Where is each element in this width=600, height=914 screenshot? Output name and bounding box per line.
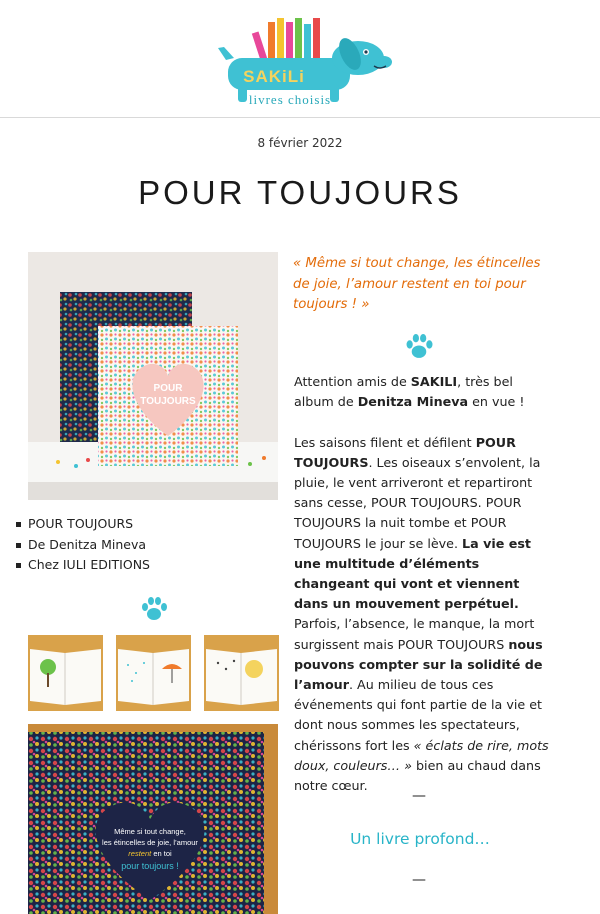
thumbnail-sun[interactable] bbox=[204, 635, 279, 711]
body-text: bien au chaud dans notre cœur. bbox=[294, 757, 541, 794]
inner-quote-line2: les étincelles de joie, l’amour bbox=[102, 838, 198, 847]
inner-quote-line3a: restent bbox=[128, 849, 152, 858]
inner-quote-line1: Même si tout change, bbox=[114, 827, 186, 836]
logo-tagline: livres choisis bbox=[248, 92, 332, 106]
section-heading: Un livre profond… bbox=[350, 830, 490, 848]
pull-quote: « Même si tout change, les étincelles de joie, l’amour restent en toi pour toujours ! » bbox=[293, 256, 541, 313]
detail-title: POUR TOUJOURS bbox=[14, 514, 150, 535]
cover-title-line1: POUR bbox=[153, 383, 183, 394]
book-details-list bbox=[14, 514, 150, 576]
cover-title-line2: TOUJOURS bbox=[140, 396, 196, 407]
book-cover-photo[interactable] bbox=[28, 252, 278, 500]
logo-brand: SAKiLi bbox=[243, 67, 305, 86]
article-body bbox=[294, 372, 549, 796]
author-name: Denitza Mineva bbox=[357, 394, 469, 410]
inner-page-photo[interactable] bbox=[28, 724, 278, 914]
body-text: Parfois, l’absence, le manque, la mort surgissent mais POUR TOUJOURS bbox=[294, 616, 535, 652]
paw-icon bbox=[404, 333, 434, 360]
header-divider bbox=[0, 117, 600, 118]
body-text: . Les oiseaux s’envolent, la pluie, le vent arriveront et repartiront sans cesse, POUR TOUJOURS. POUR TOUJOURS la nuit tombe et POUR TOUJOURS le jour se lève. bbox=[294, 454, 541, 551]
intro-text: en vue ! bbox=[468, 394, 525, 410]
inner-quote-line4: pour toujours ! bbox=[121, 861, 179, 871]
detail-author: De Denitza Mineva bbox=[14, 535, 150, 556]
intro-text: Attention amis de bbox=[294, 374, 411, 389]
thumbnail-rain[interactable] bbox=[116, 635, 191, 711]
intro-paragraph bbox=[294, 372, 549, 412]
book-title-bold: POUR TOUJOURS bbox=[294, 434, 516, 470]
body-text: . Au milieu de tous ces événements qui font partie de la vie et dont nous sommes les spectateurs, chérissons fort les bbox=[294, 677, 542, 753]
highlight-bold: nous pouvons compter sur la solidité de l’amour bbox=[294, 636, 543, 693]
svg-text:restent en toi bbox=[128, 849, 172, 858]
highlight-bold: La vie est une multitude d’éléments changeant qui vont et viennent dans un mouvement perpétuel. bbox=[294, 535, 531, 612]
thumbnail-spring[interactable] bbox=[28, 635, 103, 711]
separator: — bbox=[412, 788, 426, 804]
quote-italic: « éclats de rire, mots doux, couleurs… » bbox=[294, 737, 549, 773]
body-text: Les saisons filent et défilent bbox=[294, 434, 476, 450]
separator: — bbox=[412, 872, 426, 888]
post-date: 8 février 2022 bbox=[257, 136, 343, 150]
sakili-logo[interactable] bbox=[208, 14, 398, 106]
intro-text: , très bel album de bbox=[294, 374, 513, 410]
description-paragraph bbox=[294, 433, 549, 797]
brand-name: SAKILI bbox=[410, 374, 458, 389]
post-title: POUR TOUJOURS bbox=[138, 174, 462, 212]
inner-quote-line3b: en toi bbox=[153, 849, 172, 858]
site-header bbox=[0, 0, 600, 117]
detail-publisher: Chez IULI EDITIONS bbox=[14, 555, 150, 576]
paw-icon bbox=[140, 596, 168, 622]
